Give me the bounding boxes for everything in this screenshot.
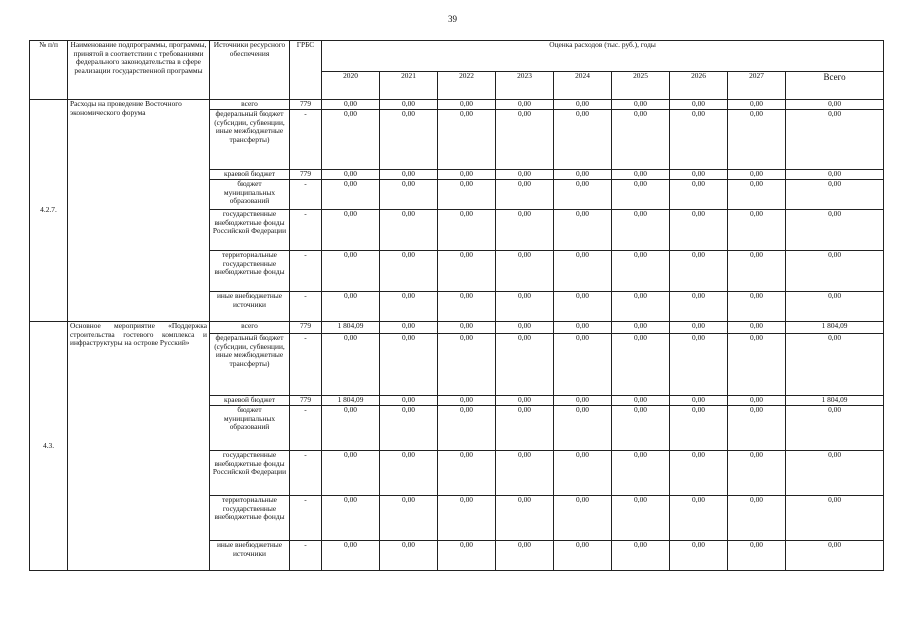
year-value: 0,00 xyxy=(728,406,786,451)
header-num: № п/п xyxy=(30,41,68,100)
year-value: 0,00 xyxy=(728,396,786,406)
grbs-code: - xyxy=(290,541,322,571)
year-value: 0,00 xyxy=(670,396,728,406)
total-value: 0,00 xyxy=(786,170,884,180)
year-value: 0,00 xyxy=(612,251,670,292)
header-name: Наименование подпрограммы, программы, принятой в соответствии с требованиями федерального законодательства в сфере реализации государственной программы xyxy=(68,41,210,100)
grbs-code: 779 xyxy=(290,170,322,180)
year-value: 0,00 xyxy=(670,100,728,110)
year-value: 0,00 xyxy=(554,322,612,334)
total-value: 1 804,09 xyxy=(786,396,884,406)
funding-source: федеральный бюджет (субсидии, субвенции, иные межбюджетные трансферты) xyxy=(210,334,290,396)
year-value: 0,00 xyxy=(496,334,554,396)
funding-source: государственные внебюджетные фонды Российской Федерации xyxy=(210,210,290,251)
year-value: 0,00 xyxy=(322,334,380,396)
year-value: 0,00 xyxy=(612,396,670,406)
year-value: 0,00 xyxy=(612,322,670,334)
year-value: 0,00 xyxy=(728,292,786,322)
year-value: 0,00 xyxy=(554,334,612,396)
table-row xyxy=(30,322,884,334)
year-value: 0,00 xyxy=(438,292,496,322)
year-value: 0,00 xyxy=(438,180,496,210)
year-value: 0,00 xyxy=(612,100,670,110)
total-value: 0,00 xyxy=(786,210,884,251)
total-value: 1 804,09 xyxy=(786,322,884,334)
year-value: 0,00 xyxy=(496,406,554,451)
year-value: 0,00 xyxy=(670,251,728,292)
program-name: Основное мероприятие «Поддержка строительства гостевого комплекса и инфраструктуры на острове Русский» xyxy=(68,322,210,571)
year-value: 0,00 xyxy=(728,496,786,541)
funding-source: федеральный бюджет (субсидии, субвенции, иные межбюджетные трансферты) xyxy=(210,110,290,170)
year-value: 0,00 xyxy=(670,292,728,322)
funding-source: бюджет муниципальных образований xyxy=(210,406,290,451)
year-value: 0,00 xyxy=(612,170,670,180)
row-number: 4.3. xyxy=(30,322,68,571)
total-value: 0,00 xyxy=(786,334,884,396)
header-year: 2020 xyxy=(322,72,380,100)
year-value: 0,00 xyxy=(496,251,554,292)
year-value: 0,00 xyxy=(612,180,670,210)
grbs-code: - xyxy=(290,334,322,396)
total-value: 0,00 xyxy=(786,496,884,541)
total-value: 0,00 xyxy=(786,100,884,110)
grbs-code: - xyxy=(290,496,322,541)
year-value: 0,00 xyxy=(496,100,554,110)
row-number: 4.2.7. xyxy=(30,100,68,322)
year-value: 0,00 xyxy=(612,541,670,571)
year-value: 0,00 xyxy=(554,406,612,451)
year-value: 0,00 xyxy=(554,541,612,571)
year-value: 1 804,09 xyxy=(322,396,380,406)
year-value: 0,00 xyxy=(612,292,670,322)
funding-source: иные внебюджетные источники xyxy=(210,541,290,571)
total-value: 0,00 xyxy=(786,110,884,170)
year-value: 0,00 xyxy=(496,110,554,170)
year-value: 0,00 xyxy=(728,451,786,496)
year-value: 0,00 xyxy=(380,170,438,180)
grbs-code: - xyxy=(290,451,322,496)
year-value: 0,00 xyxy=(496,322,554,334)
year-value: 0,00 xyxy=(670,451,728,496)
year-value: 0,00 xyxy=(554,110,612,170)
page-number: 39 xyxy=(448,14,457,24)
year-value: 0,00 xyxy=(554,451,612,496)
year-value: 0,00 xyxy=(496,396,554,406)
year-value: 0,00 xyxy=(322,210,380,251)
year-value: 0,00 xyxy=(612,406,670,451)
year-value: 0,00 xyxy=(380,541,438,571)
year-value: 0,00 xyxy=(380,396,438,406)
year-value: 0,00 xyxy=(496,292,554,322)
year-value: 1 804,09 xyxy=(322,322,380,334)
grbs-code: 779 xyxy=(290,396,322,406)
year-value: 0,00 xyxy=(554,251,612,292)
year-value: 0,00 xyxy=(496,496,554,541)
grbs-code: - xyxy=(290,251,322,292)
header-year: 2027 xyxy=(728,72,786,100)
year-value: 0,00 xyxy=(438,406,496,451)
year-value: 0,00 xyxy=(554,396,612,406)
year-value: 0,00 xyxy=(612,110,670,170)
year-value: 0,00 xyxy=(380,334,438,396)
year-value: 0,00 xyxy=(496,180,554,210)
funding-source: краевой бюджет xyxy=(210,396,290,406)
year-value: 0,00 xyxy=(728,100,786,110)
grbs-code: - xyxy=(290,292,322,322)
year-value: 0,00 xyxy=(728,541,786,571)
year-value: 0,00 xyxy=(438,100,496,110)
year-value: 0,00 xyxy=(380,251,438,292)
header-total: Всего xyxy=(786,72,884,100)
year-value: 0,00 xyxy=(612,210,670,251)
total-value: 0,00 xyxy=(786,180,884,210)
total-value: 0,00 xyxy=(786,406,884,451)
year-value: 0,00 xyxy=(438,451,496,496)
grbs-code: 779 xyxy=(290,322,322,334)
year-value: 0,00 xyxy=(380,406,438,451)
funding-source: государственные внебюджетные фонды Российской Федерации xyxy=(210,451,290,496)
year-value: 0,00 xyxy=(322,496,380,541)
year-value: 0,00 xyxy=(554,292,612,322)
year-value: 0,00 xyxy=(380,496,438,541)
year-value: 0,00 xyxy=(554,496,612,541)
year-value: 0,00 xyxy=(728,322,786,334)
year-value: 0,00 xyxy=(322,170,380,180)
year-value: 0,00 xyxy=(554,180,612,210)
year-value: 0,00 xyxy=(438,334,496,396)
grbs-code: 779 xyxy=(290,100,322,110)
year-value: 0,00 xyxy=(322,110,380,170)
total-value: 0,00 xyxy=(786,541,884,571)
year-value: 0,00 xyxy=(322,251,380,292)
year-value: 0,00 xyxy=(496,210,554,251)
year-value: 0,00 xyxy=(728,170,786,180)
year-value: 0,00 xyxy=(612,496,670,541)
year-value: 0,00 xyxy=(380,210,438,251)
year-value: 0,00 xyxy=(554,170,612,180)
year-value: 0,00 xyxy=(322,541,380,571)
year-value: 0,00 xyxy=(322,180,380,210)
year-value: 0,00 xyxy=(670,322,728,334)
grbs-code: - xyxy=(290,406,322,451)
year-value: 0,00 xyxy=(670,334,728,396)
year-value: 0,00 xyxy=(438,170,496,180)
header-source: Источники ресурсного обеспечения xyxy=(210,41,290,100)
year-value: 0,00 xyxy=(670,180,728,210)
total-value: 0,00 xyxy=(786,251,884,292)
year-value: 0,00 xyxy=(380,180,438,210)
header-estimate: Оценка расходов (тыс. руб.), годы xyxy=(322,41,884,72)
year-value: 0,00 xyxy=(554,210,612,251)
year-value: 0,00 xyxy=(380,100,438,110)
header-year: 2021 xyxy=(380,72,438,100)
year-value: 0,00 xyxy=(670,170,728,180)
year-value: 0,00 xyxy=(438,322,496,334)
year-value: 0,00 xyxy=(728,251,786,292)
year-value: 0,00 xyxy=(380,292,438,322)
header-year: 2025 xyxy=(612,72,670,100)
year-value: 0,00 xyxy=(670,541,728,571)
funding-source: иные внебюджетные источники xyxy=(210,292,290,322)
year-value: 0,00 xyxy=(322,100,380,110)
budget-table xyxy=(29,40,884,571)
year-value: 0,00 xyxy=(728,210,786,251)
year-value: 0,00 xyxy=(670,406,728,451)
grbs-code: - xyxy=(290,210,322,251)
funding-source: всего xyxy=(210,100,290,110)
funding-source: краевой бюджет xyxy=(210,170,290,180)
year-value: 0,00 xyxy=(438,496,496,541)
header-grbs: ГРБС xyxy=(290,41,322,100)
funding-source: территориальные государственные внебюджетные фонды xyxy=(210,496,290,541)
year-value: 0,00 xyxy=(728,180,786,210)
year-value: 0,00 xyxy=(380,322,438,334)
total-value: 0,00 xyxy=(786,451,884,496)
funding-source: территориальные государственные внебюджетные фонды xyxy=(210,251,290,292)
year-value: 0,00 xyxy=(670,496,728,541)
year-value: 0,00 xyxy=(728,110,786,170)
year-value: 0,00 xyxy=(380,451,438,496)
year-value: 0,00 xyxy=(670,110,728,170)
year-value: 0,00 xyxy=(438,210,496,251)
year-value: 0,00 xyxy=(322,292,380,322)
year-value: 0,00 xyxy=(670,210,728,251)
grbs-code: - xyxy=(290,180,322,210)
total-value: 0,00 xyxy=(786,292,884,322)
year-value: 0,00 xyxy=(612,451,670,496)
year-value: 0,00 xyxy=(438,110,496,170)
year-value: 0,00 xyxy=(438,251,496,292)
year-value: 0,00 xyxy=(496,170,554,180)
header-row-top xyxy=(30,41,884,72)
year-value: 0,00 xyxy=(322,451,380,496)
year-value: 0,00 xyxy=(496,451,554,496)
year-value: 0,00 xyxy=(554,100,612,110)
header-year: 2023 xyxy=(496,72,554,100)
header-year: 2022 xyxy=(438,72,496,100)
funding-source: всего xyxy=(210,322,290,334)
grbs-code: - xyxy=(290,110,322,170)
funding-source: бюджет муниципальных образований xyxy=(210,180,290,210)
year-value: 0,00 xyxy=(438,541,496,571)
year-value: 0,00 xyxy=(612,334,670,396)
year-value: 0,00 xyxy=(438,396,496,406)
year-value: 0,00 xyxy=(496,541,554,571)
year-value: 0,00 xyxy=(322,406,380,451)
year-value: 0,00 xyxy=(728,334,786,396)
table-row xyxy=(30,100,884,110)
year-value: 0,00 xyxy=(380,110,438,170)
header-year: 2024 xyxy=(554,72,612,100)
program-name: Расходы на проведение Восточного экономического форума xyxy=(68,100,210,322)
header-year: 2026 xyxy=(670,72,728,100)
